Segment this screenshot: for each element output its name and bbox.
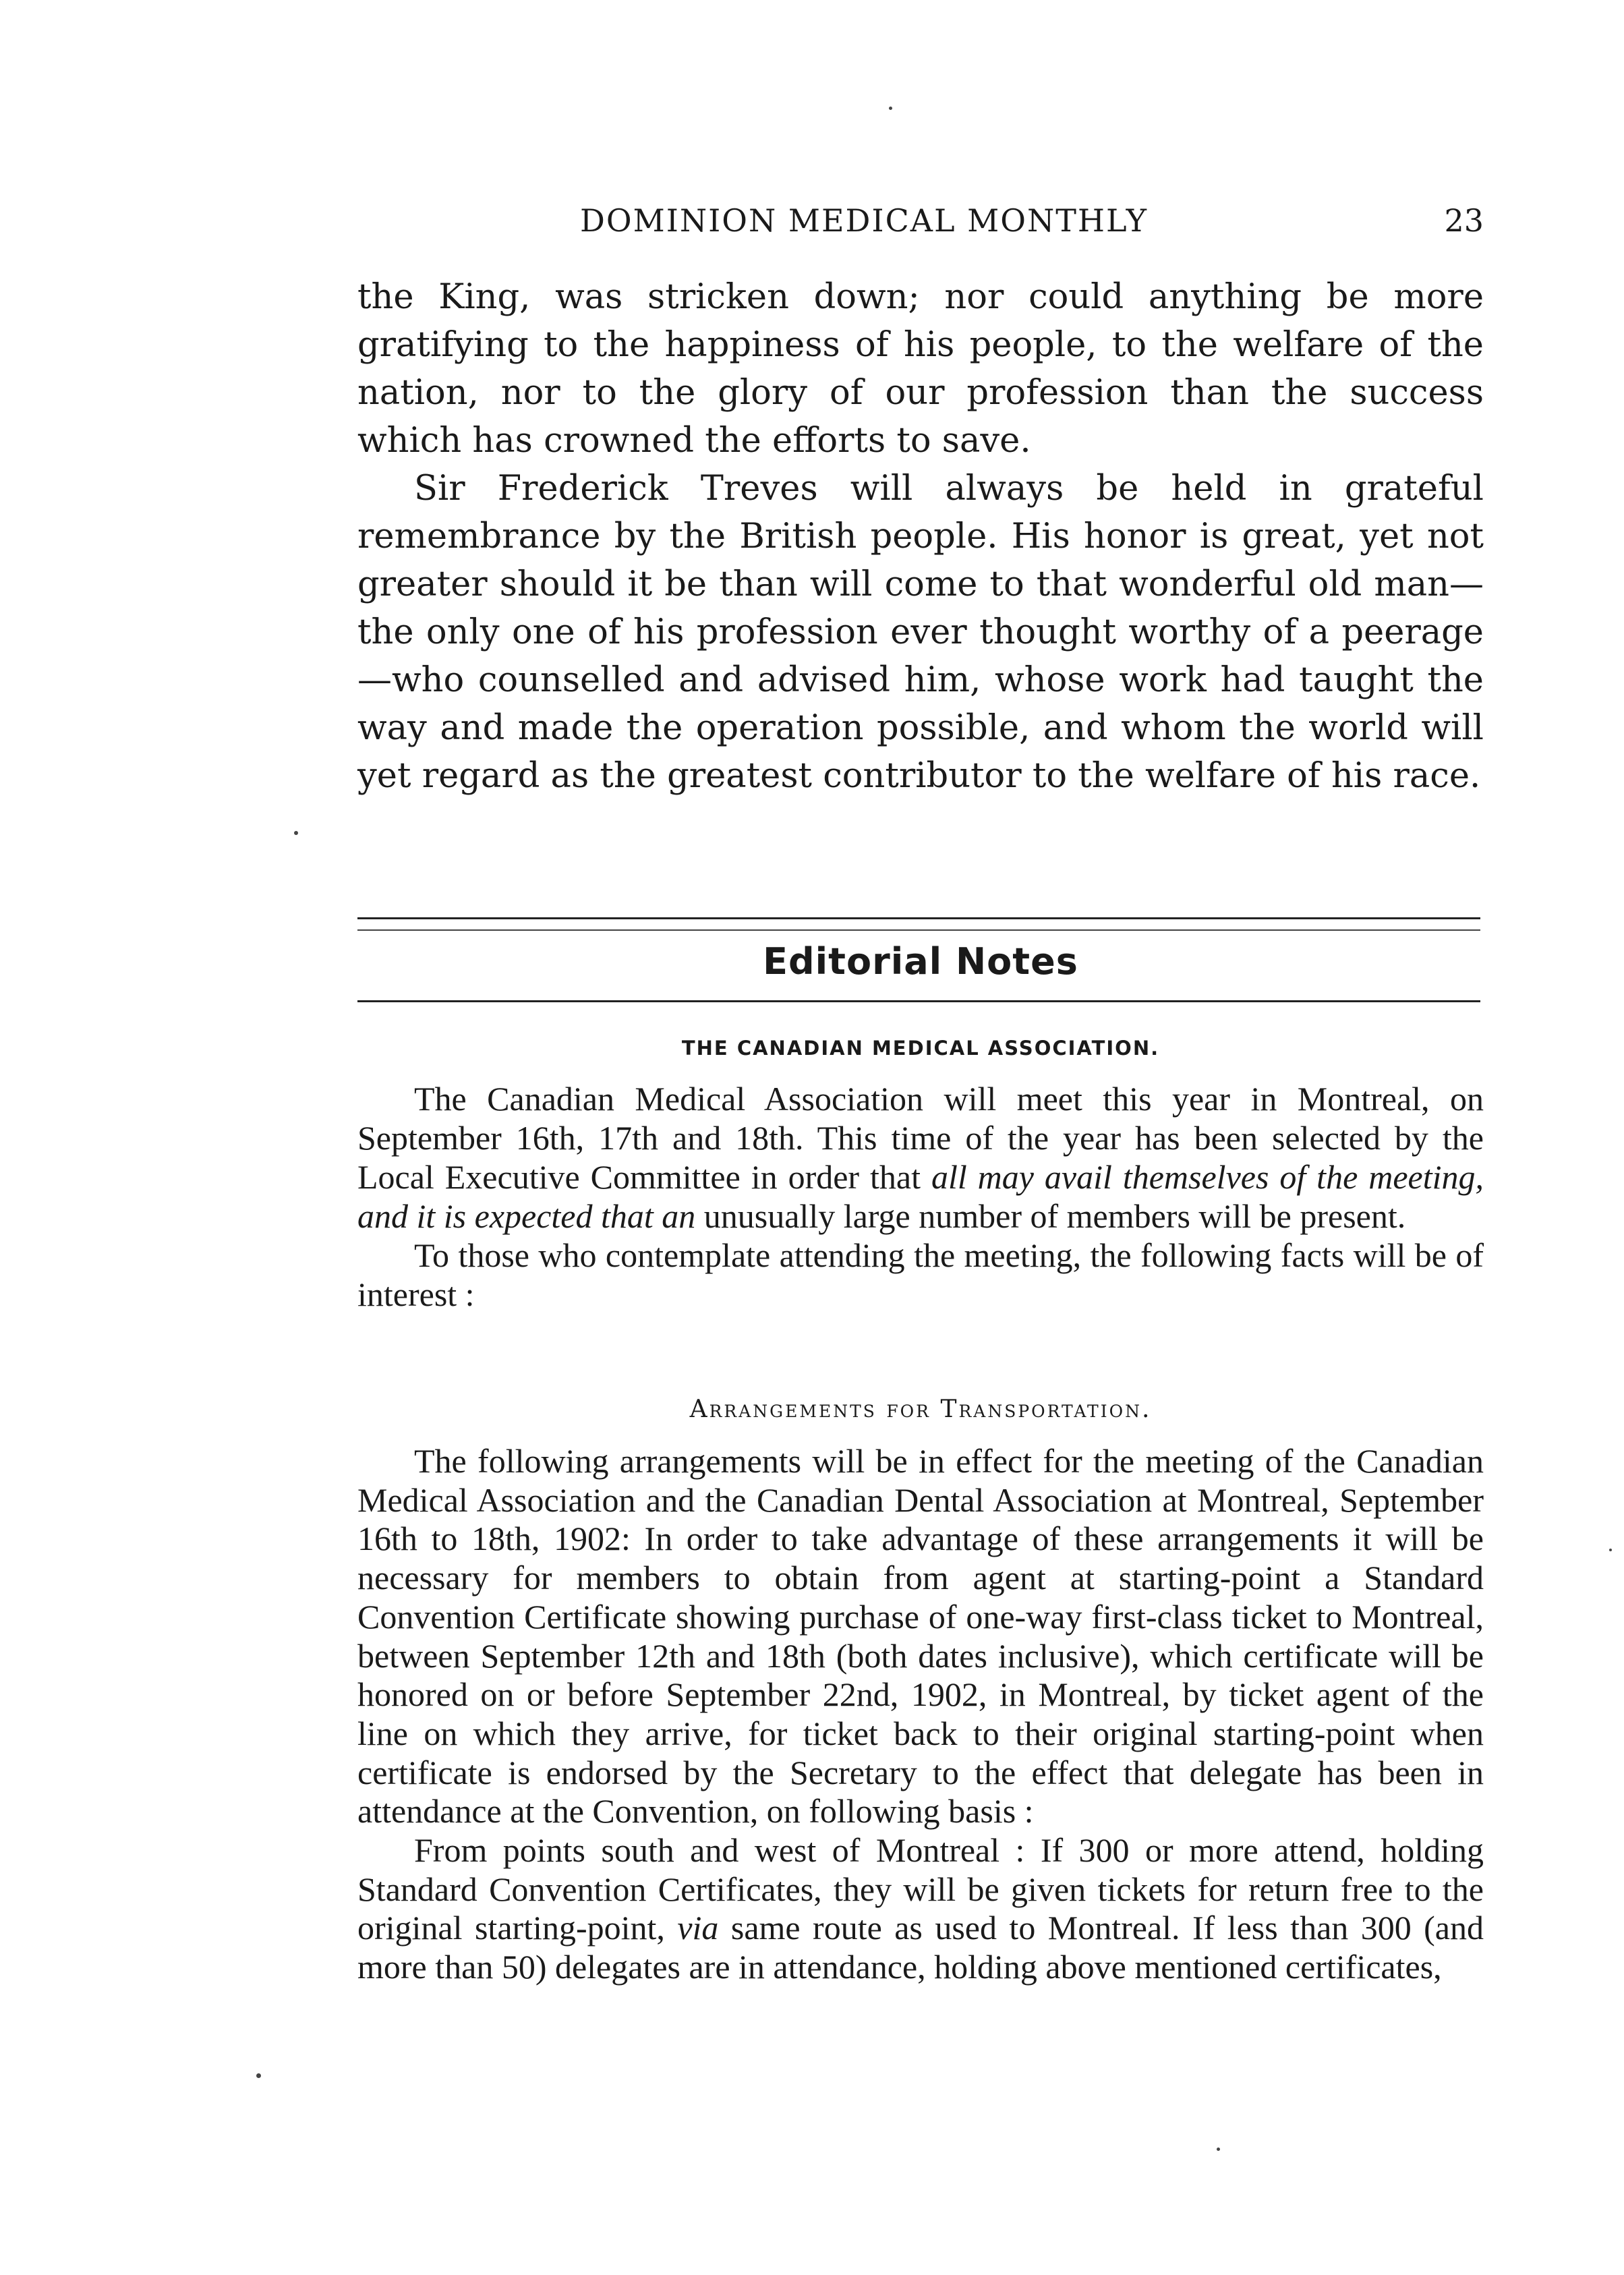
- closing-article-text: [357, 273, 1484, 800]
- paragraph: To those who contemplate attending the meeting, the following facts will be of interest :: [357, 1236, 1484, 1313]
- text-run: unusually large number of members will be present.: [695, 1197, 1406, 1235]
- paragraph: [357, 1079, 1484, 1236]
- scan-speck: [1217, 2148, 1220, 2151]
- text-run-italic: via: [677, 1909, 719, 1947]
- scan-speck: [1609, 1549, 1612, 1551]
- editorial-notes-heading: Editorial Notes: [763, 940, 1078, 983]
- text-run: same route as used to Montreal. If less than 300 (and more than 50) delegates are in attendance, holding above mentioned certificates,: [357, 1909, 1484, 1986]
- transportation-text: [357, 1442, 1484, 1987]
- scan-speck: [256, 2073, 261, 2078]
- association-notice-text: [357, 1079, 1484, 1314]
- subsection-heading: Arrangements for Transportation.: [689, 1395, 1152, 1423]
- page-number: 23: [1444, 202, 1484, 239]
- paragraph: The following arrangements will be in effect for the meeting of the Canadian Medical Association and the Canadian Dental Association at Montreal, September 16th to 18th, 1902: In order to take advantage of these arrangements it will be necessary for members to obtain from agent at starting-point a Standard Convention Certificate showing purchase of one-way first-class ticket to Montreal, between September 12th and 18th (both dates inclusive), which certificate will be honored on or before September 22nd, 1902, in Montreal, by ticket agent of the line on which they arrive, for ticket back to their original starting-point when certificate is endorsed by the Secretary to the effect that delegate has been in attendance at the Convention, on following basis :: [357, 1442, 1484, 1831]
- section-title: THE CANADIAN MEDICAL ASSOCIATION.: [681, 1037, 1160, 1060]
- divider-rule: [357, 1000, 1480, 1002]
- page-header: [357, 202, 1484, 250]
- paragraph: the King, was stricken down; nor could anything be more gratifying to the happiness of his people, to the welfare of the nation, nor to the glory of our profession than the success which has crowned the efforts to save.: [357, 277, 1484, 461]
- scan-speck: [294, 831, 298, 835]
- text-run: From points south and west of Montreal : If 300 or more attend, holding Standard Convention Certificates, they will be given tickets for return free to the original starting-point,: [357, 1831, 1484, 1947]
- text-run-italic: all may avail themselves of the meeting, and it is expected that an: [357, 1158, 1484, 1235]
- divider-rule: [357, 929, 1480, 931]
- scan-speck: [889, 107, 892, 110]
- text-run: The Canadian Medical Association will meet this year in Montreal, on September 16th, 17th and 18th. This time of the year has been selected by the Local Executive Committee in order that: [357, 1080, 1484, 1196]
- running-title: DOMINION MEDICAL MONTHLY: [580, 202, 1149, 239]
- paragraph: [357, 1831, 1484, 1987]
- divider-rule: [357, 917, 1480, 919]
- paragraph: Sir Frederick Treves will always be held in grateful remembrance by the British people. His honor is great, yet not greater should it be than will come to that wonderful old man—the only one of his profession ever thought worthy of a peerage —who counselled and advised him, whose work had taught the way and made the operation possible, and whom the world will yet regard as the greatest contributor to the welfare of his race.: [357, 469, 1484, 796]
